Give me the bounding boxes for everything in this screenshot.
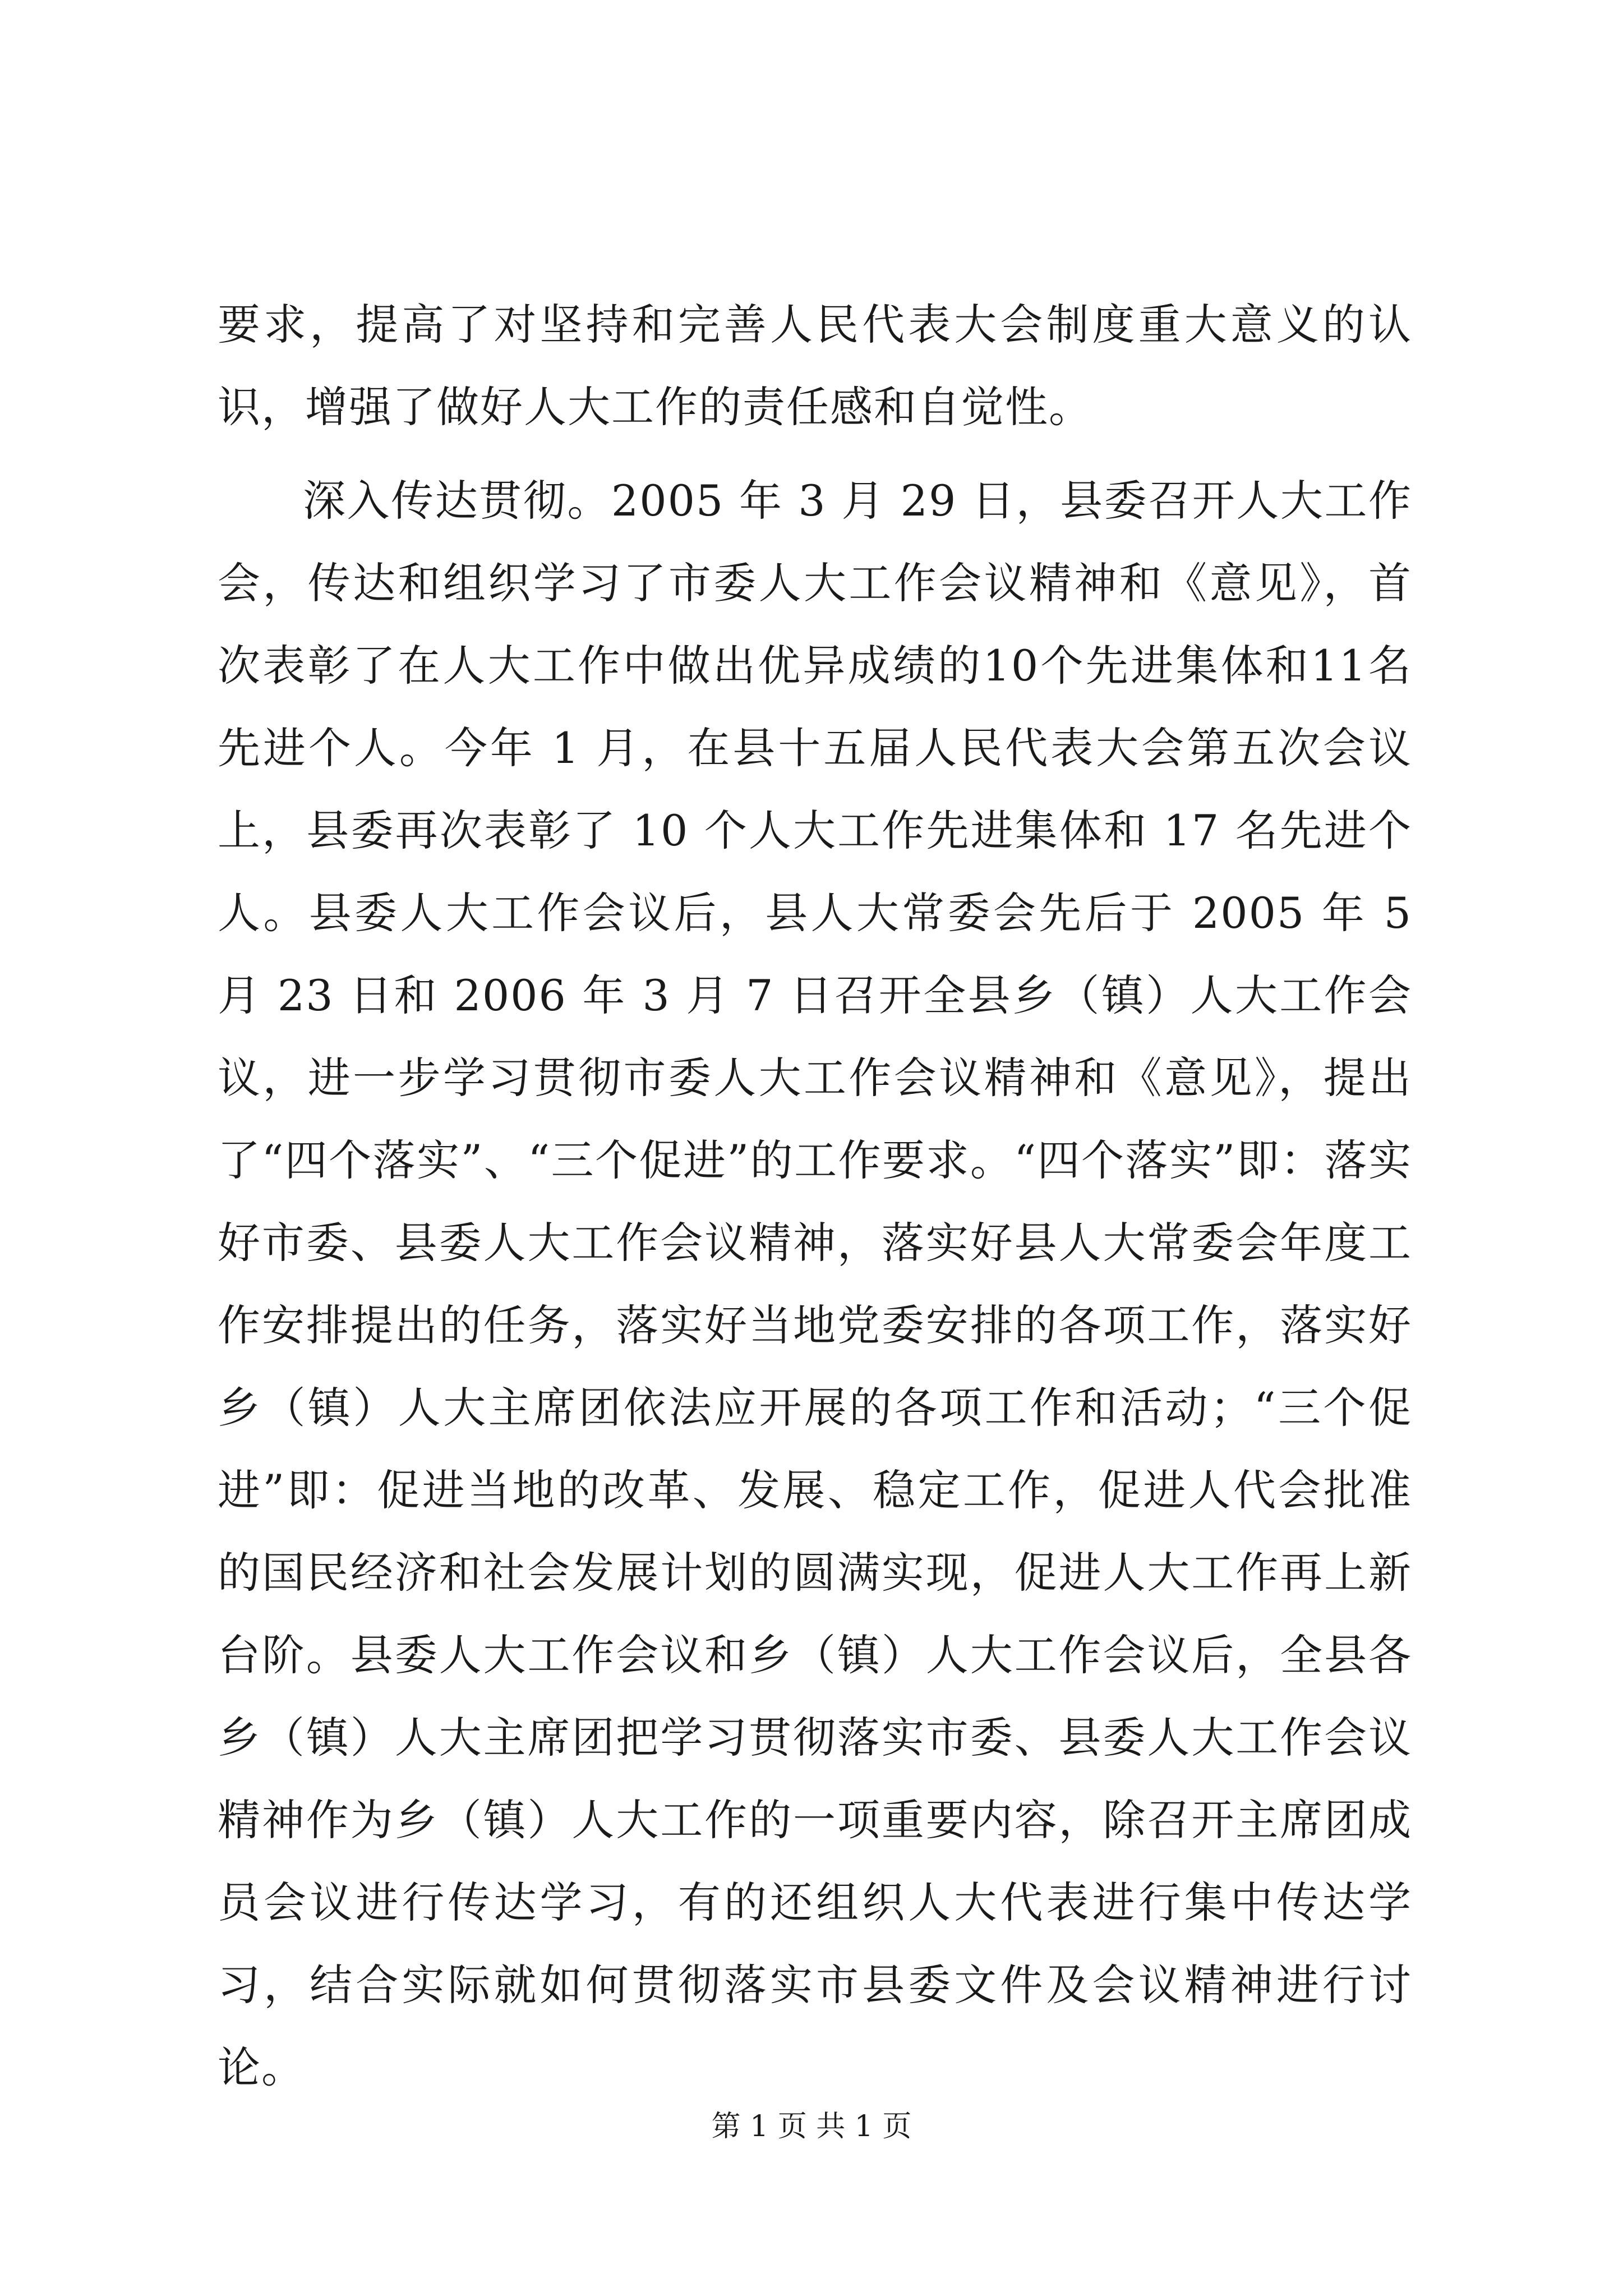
document-body (218, 283, 1412, 2109)
paragraph-transmission: 深入传达贯彻。2005 年 3 月 29 日，县委召开人大工作会，传达和组织学习了市委人大工作会议精神和《意见》，首次表彰了在人大工作中做出优异成绩的10个先进集体和11名先进个人。今年 1 月，在县十五届人民代表大会第五次会议上，县委再次表彰了 10 个人大工作先进集体和 17 名先进个人。县委人大工作会议后，县人大常委会先后于 2005 年 5 月 23 日和 2006 年 3 月 7 日召开全县乡（镇）人大工作会议，进一步学习贯彻市委人大工作会议精神和《意见》，提出了“四个落实”、“三个促进”的工作要求。“四个落实”即：落实好市委、县委人大工作会议精神，落实好县人大常委会年度工作安排提出的任务，落实好当地党委安排的各项工作，落实好乡（镇）人大主席团依法应开展的各项工作和活动；“三个促进”即：促进当地的改革、发展、稳定工作，促进人代会批准的国民经济和社会发展计划的圆满实现，促进人大工作再上新台阶。县委人大工作会议和乡（镇）人大工作会议后，全县各乡（镇）人大主席团把学习贯彻落实市委、县委人大工作会议精神作为乡（镇）人大工作的一项重要内容，除召开主席团成员会议进行传达学习，有的还组织人大代表进行集中传达学习，结合实际就如何贯彻落实市县委文件及会议精神进行讨论。 (218, 476, 1412, 2092)
paragraph-continuation: 要求，提高了对坚持和完善人民代表大会制度重大意义的认识，增强了做好人大工作的责任感和自觉性。 (218, 300, 1412, 432)
page-number-footer: 第 1 页 共 1 页 (711, 2110, 912, 2143)
